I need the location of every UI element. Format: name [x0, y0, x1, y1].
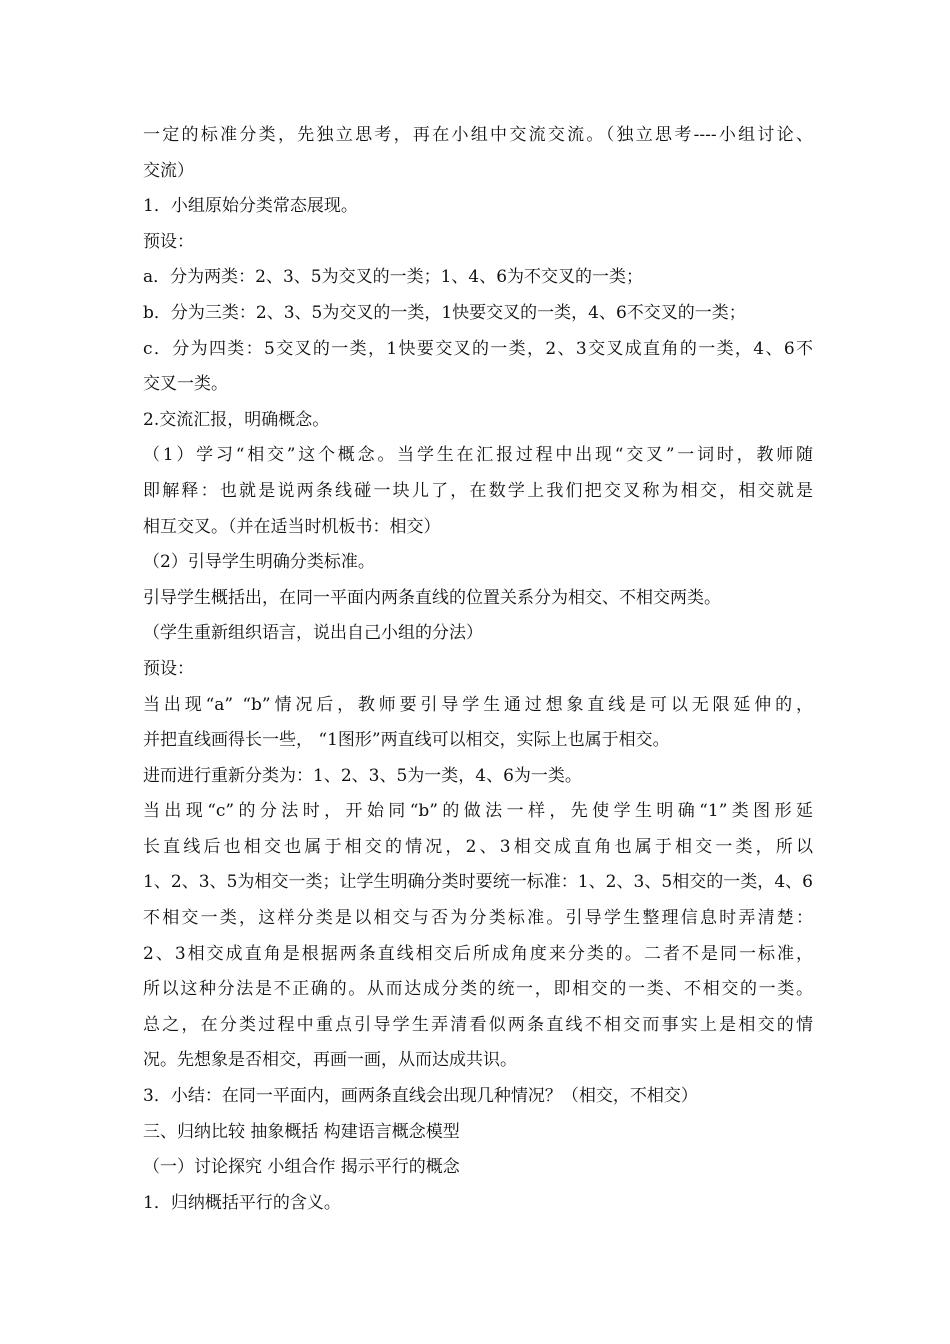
section-heading: 三、归纳比较 抽象概括 构建语言概念模型: [143, 1121, 460, 1142]
text-line: 交流）: [143, 160, 194, 181]
text-line: a．分为两类：2、3、5为交叉的一类；1、4、6为不交叉的一类；: [143, 267, 644, 288]
text-line: 当出现“c”的分法时，开始同“b”的做法一样，先使学生明确“1”类图形延: [143, 801, 813, 822]
text-line: （2）引导学生明确分类标准。: [143, 552, 375, 573]
text-line: 预设：: [143, 658, 194, 679]
text-line: 预设：: [143, 231, 194, 252]
text-line: 总之，在分类过程中重点引导学生弄清看似两条直线不相交而事实上是相交的情: [143, 1014, 813, 1035]
text-line: 2.交流汇报，明确概念。: [143, 409, 330, 430]
text-line: 长直线后也相交也属于相交的情况，2、3相交成直角也属于相交一类，所以: [143, 836, 813, 857]
text-line: 不相交一类，这样分类是以相交与否为分类标准。引导学生整理信息时弄清楚：: [143, 908, 813, 929]
text-line: c．分为四类：5交叉的一类，1快要交叉的一类，2、3交叉成直角的一类，4、6不: [143, 338, 813, 359]
text-line: 况。先想象是否相交，再画一画，从而达成共识。: [143, 1050, 517, 1071]
text-line: 2、3相交成直角是根据两条直线相交后所成角度来分类的。二者不是同一标准，: [143, 943, 813, 964]
text-line: 1、2、3、5为相交一类；让学生明确分类时要统一标准：1、2、3、5相交的一类，4、6: [143, 872, 813, 893]
text-line: （1）学习“相交”这个概念。当学生在汇报过程中出现“交叉”一词时，教师随: [143, 445, 813, 466]
text-line: 并把直线画得长一些， “1图形”两直线可以相交，实际上也属于相交。: [143, 730, 670, 751]
document-body: [143, 118, 813, 1221]
text-line: 当出现“a” “b”情况后，教师要引导学生通过想象直线是可以无限延伸的，: [143, 694, 813, 715]
text-line: 进而进行重新分类为：1、2、3、5为一类，4、6为一类。: [143, 765, 582, 786]
text-line: 即解释：也就是说两条线碰一块儿了，在数学上我们把交叉称为相交，相交就是: [143, 480, 813, 501]
text-line: （学生重新组织语言，说出自己小组的分法）: [143, 623, 483, 644]
text-line: 3．小结：在同一平面内，画两条直线会出现几种情况？（相交，不相交）: [143, 1086, 698, 1107]
text-line: 引导学生概括出，在同一平面内两条直线的位置关系分为相交、不相交两类。: [143, 587, 721, 608]
text-line: b．分为三类：2、3、5为交叉的一类，1快要交叉的一类，4、6不交叉的一类；: [143, 302, 746, 323]
text-line: 相互交叉。（并在适当时机板书：相交）: [143, 516, 441, 537]
text-line: 交叉一类。: [143, 374, 228, 395]
text-line: 1．归纳概括平行的含义。: [143, 1192, 341, 1213]
text-line: 1．小组原始分类常态展现。: [143, 196, 358, 217]
text-line: 所以这种分法是不正确的。从而达成分类的统一，即相交的一类、不相交的一类。: [143, 979, 813, 1000]
subsection-heading: （一）讨论探究 小组合作 揭示平行的概念: [143, 1157, 460, 1178]
text-line: 一定的标准分类，先独立思考，再在小组中交流交流。（独立思考----小组讨论、: [143, 125, 813, 145]
